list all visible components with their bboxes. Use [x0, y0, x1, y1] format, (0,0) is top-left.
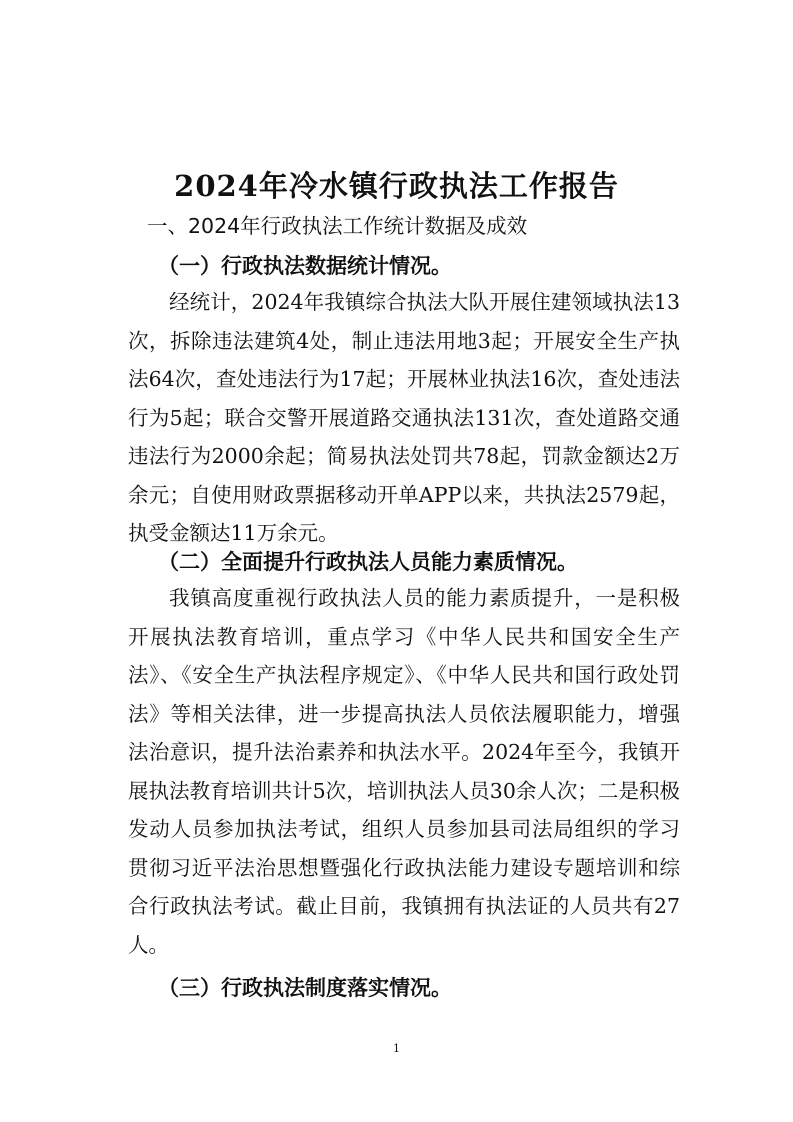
subsection-heading-2: （二）全面提升行政执法人员能力素质情况。	[158, 549, 578, 574]
section-heading: 一、2024年行政执法工作统计数据及成效	[147, 214, 528, 238]
page-number: 1	[393, 1042, 400, 1055]
paragraph-statistics: 经统计，2024年我镇综合执法大队开展住建领域执法13次，拆除违法建筑4处，制止违法用地3起；开展安全生产执法64次，查处违法行为17起；开展林业执法16次，查处违法行为5起；联合交警开展道路交通执法131次，查处道路交通违法行为2000余起；简易执法处罚共78起，罚款金额达2万余元；自使用财政票据移动开单APP以来，共执法2579起，执受金额达11万余元。	[128, 290, 680, 545]
subsection-heading-1: （一）行政执法数据统计情况。	[158, 253, 452, 278]
subsection-heading-3: （三）行政执法制度落实情况。	[158, 975, 452, 1000]
paragraph-training: 我镇高度重视行政执法人员的能力素质提升，一是积极开展执法教育培训，重点学习《中华人民共和国安全生产法》、《安全生产执法程序规定》、《中华人民共和国行政处罚法》等相关法律，进一步提高执法人员依法履职能力，增强法治意识，提升法治素养和执法水平。2024年至今，我镇开展执法教育培训共计5次，培训执法人员30余人次；二是积极发动人员参加执法考试，组织人员参加县司法局组织的学习贯彻习近平法治思想暨强化行政执法能力建设专题培训和综合行政执法考试。截止目前，我镇拥有执法证的人员共有27人。	[128, 586, 680, 957]
document-title: 2024年冷水镇行政执法工作报告	[174, 169, 619, 203]
